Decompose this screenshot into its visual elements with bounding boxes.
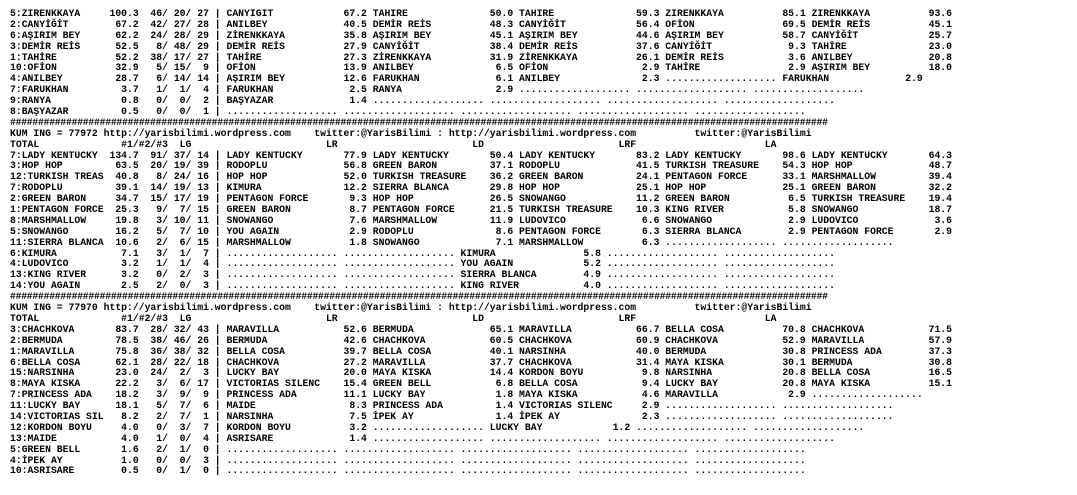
race-header-2: KUM ING = 77970 http://yarisbilimi.wordpress.com twitter:@YarisBilimi : http://yarisbilimi.wordpress.com twitter:@YarisBilimi [10,302,812,314]
row-4: 3:DEMİR REİS 52.5 8/ 48/ 29 | DEMİR REİS 27.9 CANYİĞİT 38.4 DEMİR REİS 37.6 CANYİĞİT 9.3 TAHİRE 23.0 [10,40,953,52]
results-sheet [10,9,1072,477]
row-3: 6:AŞIRIM BEY 62.2 24/ 28/ 29 | ZİRENKKAYA 35.8 AŞIRIM BEY 45.1 AŞIRIM BEY 44.6 AŞIRIM BEY 58.7 CANYİĞİT 25.7 [10,29,953,41]
row-25: 2:BERMUDA 78.5 38/ 46/ 26 | BERMUDA 42.6 CHACHKOVA 60.5 CHACHKOVA 60.9 CHACHKOVA 52.9 MARAVILLA 57.9 [10,334,953,346]
row-23: 14:YOU AGAIN 2.5 2/ 0/ 3 | ................... ................... KING RIVER 4.0 ................... ................... [10,280,835,292]
row-17: 8:MARSHMALLOW 19.8 3/ 10/ 11 | SNOWANGO 7.6 MARSHMALLOW 11.9 LUDOVICO 6.6 SNOWANGO 2.9 LUDOVICO 3.6 [10,214,953,226]
row-28: 15:NARSINHA 23.0 24/ 2/ 3 | LUCKY BAY 20.0 MAYA KISKA 14.4 KORDON BOYU 9.8 NARSINHA 20.8 BELLA COSA 16.5 [10,367,953,379]
row-26: 1:MARAVILLA 75.8 36/ 38/ 32 | BELLA COSA 39.7 BELLA COSA 40.1 NARSINHA 40.0 BERMUDA 30.8 PRINCESS ADA 37.3 [10,345,953,357]
row-18: 5:SNOWANGO 16.2 5/ 7/ 10 | YOU AGAIN 2.9 RODOPLU 8.6 PENTAGON FORCE 6.3 SIERRA BLANCA 2.9 PENTAGON FORCE 2.9 [10,225,953,237]
row-9: 9:RANYA 0.8 0/ 0/ 2 | BAŞYAZAR 1.4 ................... ................... ................... ................... [10,95,835,107]
row-7: 4:ANILBEY 28.7 6/ 14/ 14 | AŞIRIM BEY 12.6 FARUKHAN 6.1 ANILBEY 2.3 ................... FARUKHAN 2.9 [10,73,923,85]
row-5: 1:TAHİRE 52.2 38/ 17/ 27 | TAHİRE 27.3 ZİRENKKAYA 31.9 ZİRENKKAYA 26.1 DEMİR REİS 3.6 ANILBEY 20.8 [10,51,953,63]
row-14: 7:RODOPLU 39.1 14/ 19/ 13 | KIMURA 12.2 SIERRA BLANCA 29.8 HOP HOP 25.1 HOP HOP 25.1 GREEN BARON 32.2 [10,182,953,194]
row-36: 4:İPEK AY 1.0 0/ 0/ 3 | ................... ................... ................... ................... ................... [10,454,806,466]
row-27: 6:BELLA COSA 62.1 28/ 22/ 18 | CHACHKOVA 27.2 MARAVILLA 37.7 CHACHKOVA 31.4 MAYA KISKA 30.1 BERMUDA 30.8 [10,356,953,368]
separator-2: ################################################################################################################################################## [10,291,828,303]
row-32: 14:VICTORIAS SIL 8.2 2/ 7/ 1 | NARSINHA 7.5 İPEK AY 1.4 İPEK AY 2.3 ................... ................... [10,410,894,422]
row-34: 13:MAIDE 4.0 1/ 0/ 4 | ASRISARE 1.4 ................... ................... ................... ................... [10,432,835,444]
row-35: 5:GREEN BELL 1.6 2/ 1/ 0 | ................... ................... ................... ................... ................... [10,443,806,455]
row-29: 8:MAYA KISKA 22.2 3/ 6/ 17 | VICTORIAS SILENC 15.4 GREEN BELL 6.8 BELLA COSA 9.4 LUCKY BAY 20.8 MAYA KISKA 15.1 [10,378,953,390]
row-6: 10:OFİON 32.9 5/ 15/ 9 | OFİON 13.9 ANILBEY 6.5 OFİON 2.9 TAHİRE 2.9 AŞIRIM BEY 18.0 [10,62,953,74]
row-37: 10:ASRISARE 0.5 0/ 1/ 0 | ................... ................... ................... ................... ................... [10,465,806,477]
row-1: 5:ZİRENKKAYA 100.3 46/ 20/ 27 | CANYİĞİT 67.2 TAHİRE 50.0 TAHİRE 59.3 ZİRENKKAYA 85.1 ZİRENKKAYA 93.6 [10,9,953,19]
row-33: 12:KORDON BOYU 4.0 0/ 3/ 7 | KORDON BOYU 3.2 ................... LUCKY BAY 1.2 ................... ................... [10,421,865,433]
row-31: 11:LUCKY BAY 18.1 5/ 7/ 6 | MAIDE 8.3 PRINCESS ADA 1.4 VICTORIAS SILENC 2.9 ................... ................... [10,400,894,412]
row-22: 13:KING RIVER 3.2 0/ 2/ 3 | ................... ................... SIERRA BLANCA 4.9 ................... ................... [10,269,835,281]
row-20: 6:KIMURA 7.1 3/ 1/ 7 | ................... ................... KIMURA 5.8 ................... ................... [10,247,835,259]
row-24: 3:CHACHKOVA 83.7 28/ 32/ 43 | MARAVILLA 52.6 BERMUDA 65.1 MARAVILLA 66.7 BELLA COSA 70.8 CHACHKOVA 71.5 [10,323,953,335]
row-12: 3:HOP HOP 63.5 20/ 19/ 39 | RODOPLU 56.8 GREEN BARON 37.1 RODOPLU 41.5 TURKISH TREASURE 54.3 HOP HOP 48.7 [10,160,953,172]
separator-1: ################################################################################################################################################## [10,116,828,128]
row-30: 7:PRINCESS ADA 18.2 3/ 9/ 9 | PRINCESS ADA 11.1 LUCKY BAY 1.8 MAYA KISKA 4.6 MARAVILLA 2.9 ................... [10,389,923,401]
row-11: 7:LADY KENTUCKY 134.7 91/ 37/ 14 | LADY KENTUCKY 77.9 LADY KENTUCKY 50.4 LADY KENTUCKY 83.2 LADY KENTUCKY 98.6 LADY KENTUCKY 64.3 [10,149,953,161]
row-10: 8:BAŞYAZAR 0.5 0/ 0/ 1 | ................... ................... ................... ................... ................... [10,106,806,118]
column-header-1: TOTAL #1/#2/#3 LG LR LD LRF LA [10,138,777,150]
row-19: 11:SIERRA BLANCA 10.6 2/ 6/ 15 | MARSHMALLOW 1.8 SNOWANGO 7.1 MARSHMALLOW 6.3 ................... ................... [10,236,894,248]
row-2: 2:CANYİĞİT 67.2 42/ 27/ 28 | ANILBEY 40.5 DEMİR REİS 48.3 CANYİĞİT 56.4 OFİON 69.5 DEMİR REİS 45.1 [10,18,953,30]
row-13: 12:TURKISH TREAS 40.8 8/ 24/ 16 | HOP HOP 52.0 TURKISH TREASURE 36.2 GREEN BARON 24.1 PENTAGON FORCE 33.1 MARSHMALLOW 39.4 [10,171,953,183]
row-21: 4:LUDOVICO 3.2 1/ 1/ 4 | ................... ................... YOU AGAIN 5.2 ................... ................... [10,258,835,270]
race-header-1: KUM ING = 77972 http://yarisbilimi.wordpress.com twitter:@YarisBilimi : http://yarisbilimi.wordpress.com twitter:@YarisBilimi [10,127,812,139]
row-15: 2:GREEN BARON 34.7 15/ 17/ 19 | PENTAGON FORCE 9.3 HOP HOP 26.5 SNOWANGO 11.2 GREEN BARON 6.5 TURKISH TREASURE 19.4 [10,193,953,205]
column-header-2: TOTAL #1/#2/#3 LG LR LD LRF LA [10,312,777,324]
row-8: 7:FARUKHAN 3.7 1/ 1/ 4 | FARUKHAN 2.5 RANYA 2.9 ................... ................... ................... [10,84,865,96]
row-16: 1:PENTAGON FORCE 25.3 9/ 7/ 15 | GREEN BARON 8.7 PENTAGON FORCE 21.5 TURKISH TREASURE 10.3 KING RIVER 5.8 SNOWANGO 18.7 [10,204,953,216]
